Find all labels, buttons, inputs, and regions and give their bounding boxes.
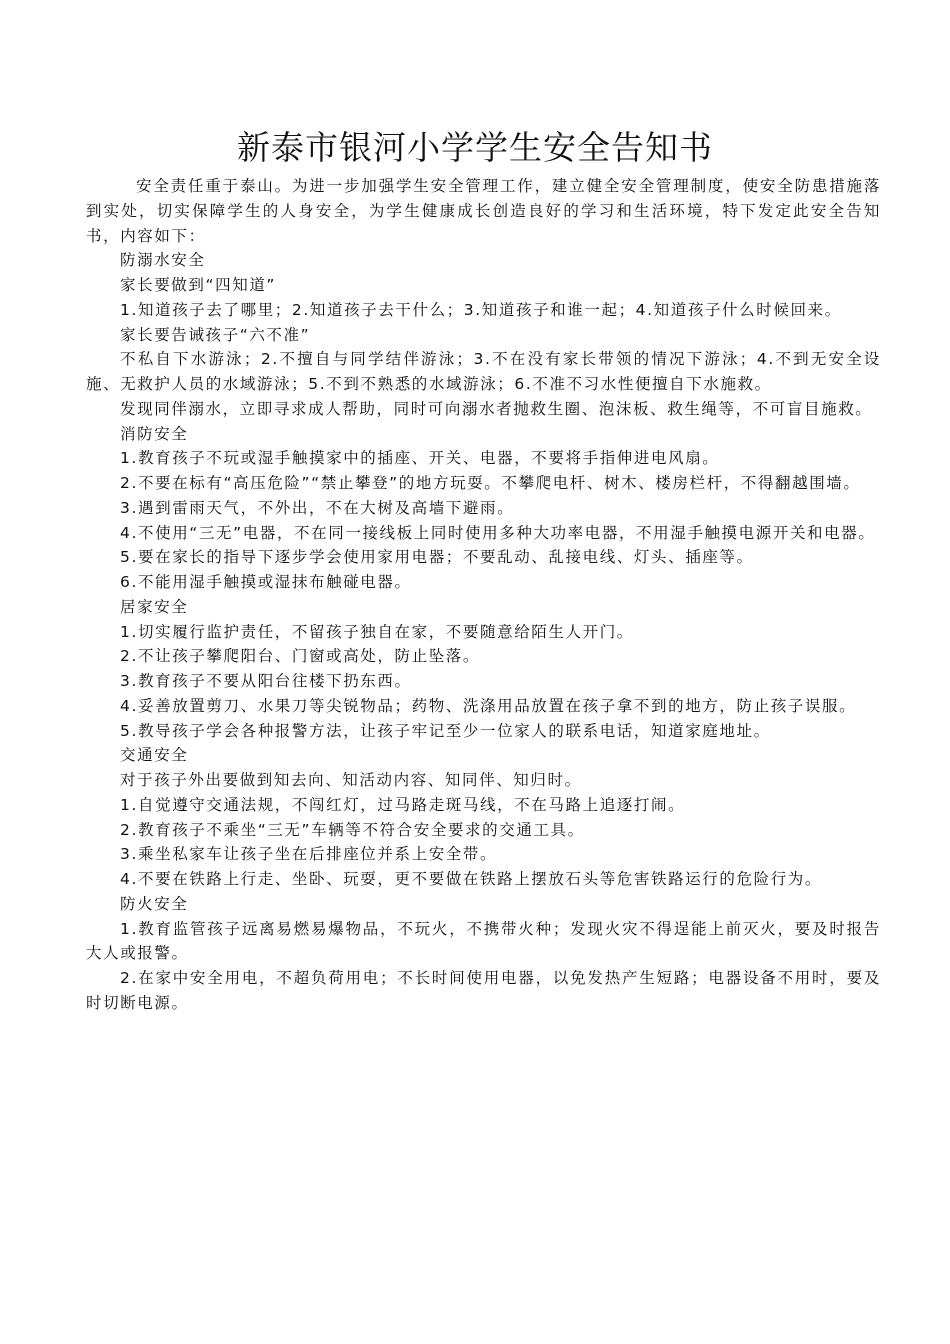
section-heading: 交通安全 xyxy=(120,746,189,765)
paragraph: 不私自下水游泳；2.不擅自与同学结伴游泳；3.不在没有家长带领的情况下游泳；4.不到无安全设施、无救护人员的水域游泳；5.不到不熟悉的水域游泳；6.不准不习水性便擅自下水施救。 xyxy=(86,350,881,393)
paragraph: 1.切实履行监护责任，不留孩子独自在家，不要随意给陌生人开门。 xyxy=(120,622,634,641)
paragraph: 2.教育孩子不乘坐“三无”车辆等不符合安全要求的交通工具。 xyxy=(120,820,585,839)
paragraph: 6.不能用湿手触摸或湿抹布触碰电器。 xyxy=(120,573,412,591)
paragraph: 3.遇到雷雨天气，不外出，不在大树及高墙下避雨。 xyxy=(120,498,515,517)
paragraph: 4.不要在铁路上行走、坐卧、玩耍，更不要做在铁路上摆放石头等危害铁路运行的危险行为。 xyxy=(120,870,822,888)
paragraph: 2.不要在标有“高压危险”“禁止攀登”的地方玩耍。不攀爬电杆、树木、楼房栏杆，不得翻越围墙。 xyxy=(120,474,861,492)
paragraph: 4.不使用“三无”电器，不在同一接线板上同时使用多种大功率电器，不用湿手触摸电源开关和电器。 xyxy=(120,523,876,542)
paragraph: 1.自觉遵守交通法规，不闯红灯，过马路走斑马线，不在马路上追逐打闹。 xyxy=(120,795,686,814)
paragraph: 对于孩子外出要做到知去向、知活动内容、知同伴、知归时。 xyxy=(120,771,582,789)
paragraph: 5.要在家长的指导下逐步学会使用家用电器；不要乱动、乱接电线、灯头、插座等。 xyxy=(120,548,754,567)
paragraph: 1.教育监管孩子远离易燃易爆物品，不玩火，不携带火种；发现火灾不得逞能上前灭火，要及时报告大人或报警。 xyxy=(86,919,881,963)
document-body xyxy=(86,174,881,1016)
paragraph: 3.教育孩子不要从阳台往楼下扔东西。 xyxy=(120,672,412,690)
paragraph: 4.妥善放置剪刀、水果刀等尖锐物品；药物、洗涤用品放置在孩子拿不到的地方，防止孩子误服。 xyxy=(120,696,857,715)
paragraph: 家长要告诫孩子“六不准” xyxy=(120,325,311,344)
paragraph: 2.不让孩子攀爬阳台、门窗或高处，防止坠落。 xyxy=(120,647,480,666)
intro-paragraph: 安全责任重于泰山。为进一步加强学生安全管理工作，建立健全安全管理制度，使安全防患措施落到实处，切实保障学生的人身安全，为学生健康成长创造良好的学习和生活环境，特下发定此安全告知书，内容如下： xyxy=(86,177,881,245)
paragraph: 2.在家中安全用电，不超负荷用电；不长时间使用电器，以免发热产生短路；电器设备不用时，要及时切断电源。 xyxy=(86,969,881,1012)
section-heading: 防火安全 xyxy=(120,894,189,913)
paragraph: 发现同伴溺水，立即寻求成人帮助，同时可向溺水者抛救生圈、泡沫板、救生绳等，不可盲目施救。 xyxy=(120,399,873,418)
section-heading: 防溺水安全 xyxy=(120,251,206,270)
paragraph: 家长要做到“四知道” xyxy=(120,276,277,294)
paragraph: 5.教导孩子学会各种报警方法，让孩子牢记至少一位家人的联系电话，知道家庭地址。 xyxy=(120,721,771,740)
section-heading: 居家安全 xyxy=(120,597,189,616)
paragraph: 1.教育孩子不玩或湿手触摸家中的插座、开关、电器，不要将手指伸进电风扇。 xyxy=(120,449,720,468)
section-heading: 消防安全 xyxy=(120,424,189,443)
paragraph: 3.乘坐私家车让孩子坐在后排座位并系上安全带。 xyxy=(120,845,498,864)
paragraph: 1.知道孩子去了哪里；2.知道孩子去干什么；3.知道孩子和谁一起；4.知道孩子什么时候回来。 xyxy=(120,300,842,319)
document-title: 新泰市银河小学学生安全告知书 xyxy=(237,128,713,167)
